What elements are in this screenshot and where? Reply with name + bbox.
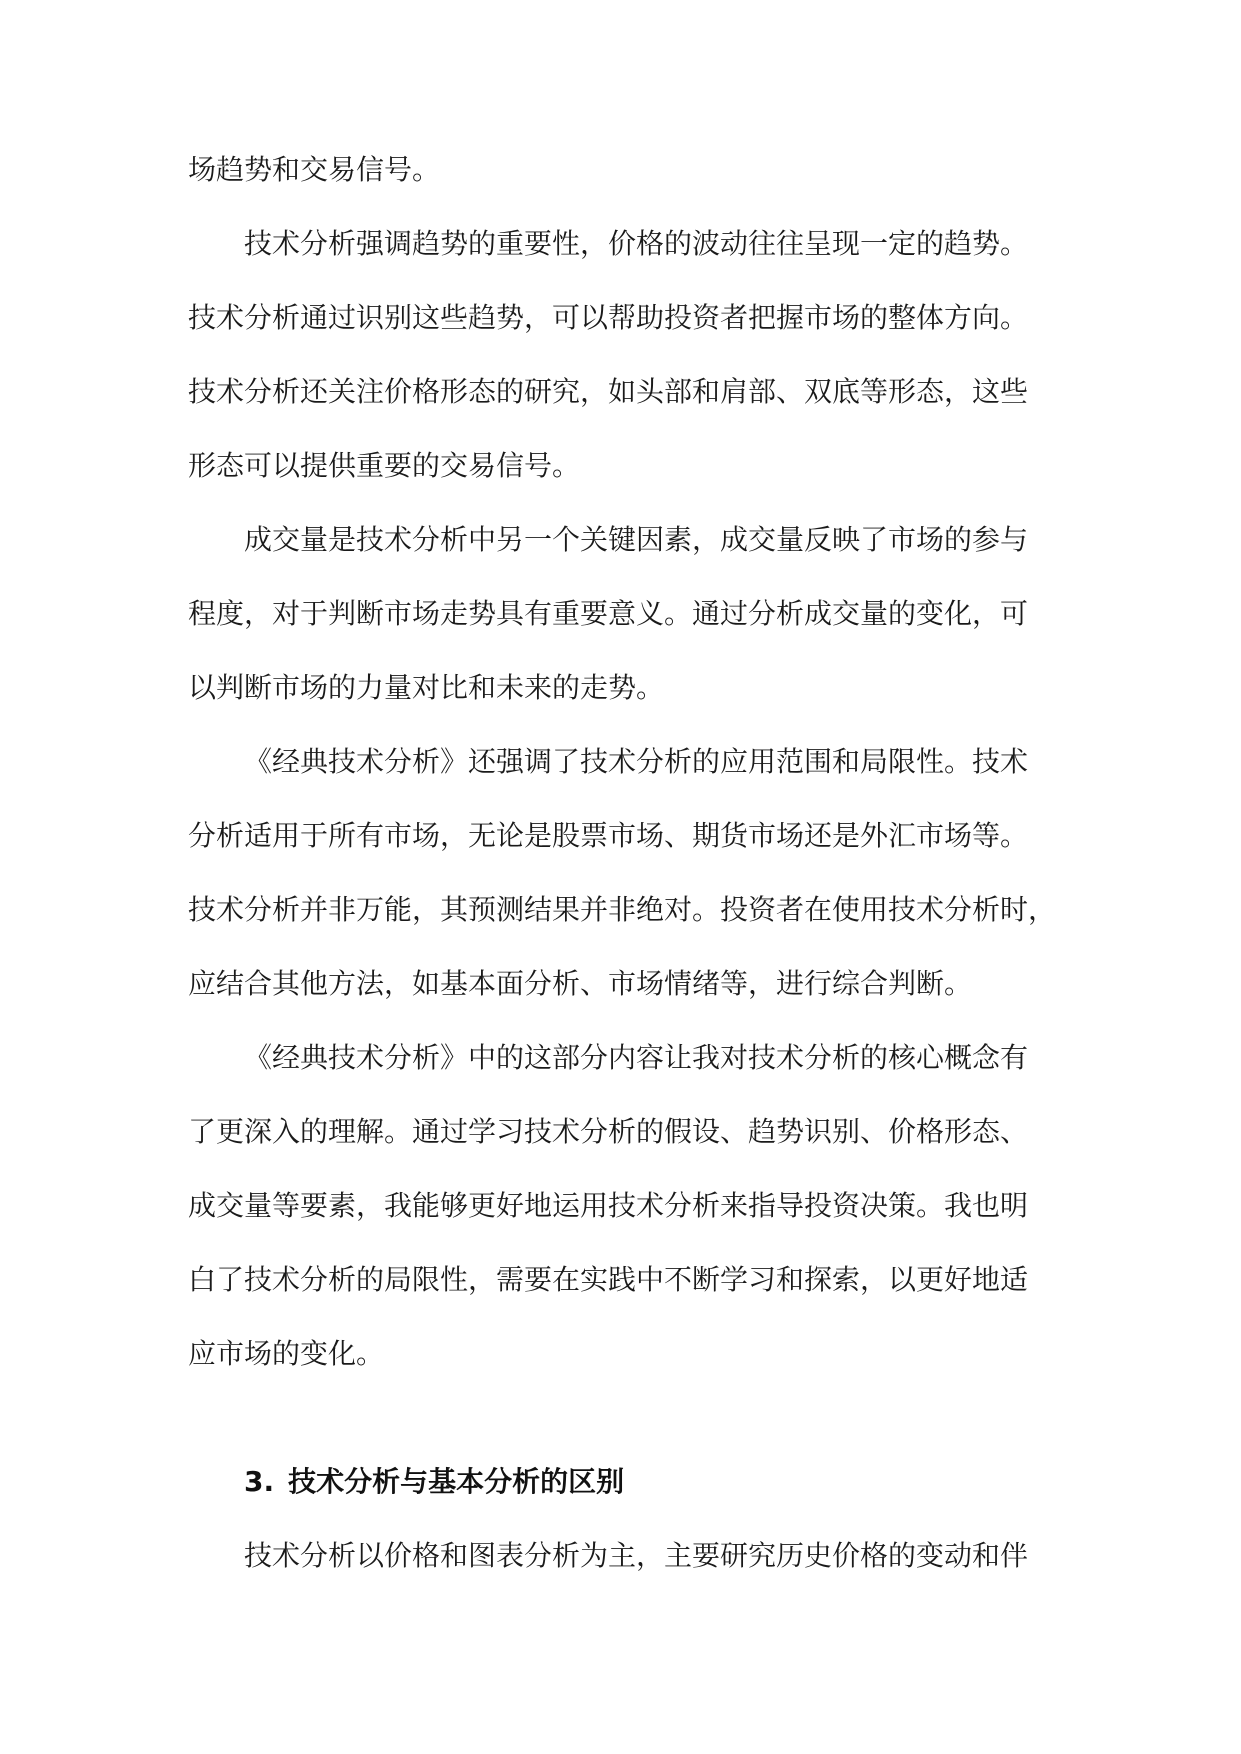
paragraph-line: 应市场的变化。 — [188, 1337, 385, 1370]
paragraph-line: 《经典技术分析》中的这部分内容让我对技术分析的核心概念有 — [244, 1041, 1029, 1074]
paragraph-line: 成交量是技术分析中另一个关键因素，成交量反映了市场的参与 — [244, 523, 1029, 556]
paragraph-line: 分析适用于所有市场，无论是股票市场、期货市场还是外汇市场等。 — [188, 819, 1029, 852]
paragraph-line: 了更深入的理解。通过学习技术分析的假设、趋势识别、价格形态、 — [188, 1115, 1029, 1148]
paragraph-line: 以判断市场的力量对比和未来的走势。 — [188, 671, 665, 704]
paragraph-line: 程度，对于判断市场走势具有重要意义。通过分析成交量的变化，可 — [188, 597, 1029, 630]
paragraph-line: 技术分析通过识别这些趋势，可以帮助投资者把握市场的整体方向。 — [188, 301, 1029, 334]
paragraph-line: 技术分析并非万能，其预测结果并非绝对。投资者在使用技术分析时， — [188, 893, 1057, 926]
paragraph-line: 应结合其他方法，如基本面分析、市场情绪等，进行综合判断。 — [188, 967, 973, 1000]
paragraph-line: 白了技术分析的局限性，需要在实践中不断学习和探索，以更好地适 — [188, 1263, 1029, 1296]
section-title: 技术分析与基本分析的区别 — [288, 1465, 625, 1498]
paragraph-line: 技术分析强调趋势的重要性，价格的波动往往呈现一定的趋势。 — [244, 227, 1029, 260]
paragraph-line: 技术分析还关注价格形态的研究，如头部和肩部、双底等形态，这些 — [188, 375, 1029, 408]
paragraph-line: 技术分析以价格和图表分析为主，主要研究历史价格的变动和伴 — [244, 1539, 1029, 1572]
paragraph-line: 《经典技术分析》还强调了技术分析的应用范围和局限性。技术 — [244, 745, 1029, 778]
paragraph-line: 形态可以提供重要的交易信号。 — [188, 449, 581, 482]
section-number: 3. — [244, 1465, 275, 1498]
paragraph-line: 成交量等要素，我能够更好地运用技术分析来指导投资决策。我也明 — [188, 1189, 1029, 1222]
section-heading — [244, 1462, 624, 1502]
paragraph-line: 场趋势和交易信号。 — [188, 153, 441, 186]
